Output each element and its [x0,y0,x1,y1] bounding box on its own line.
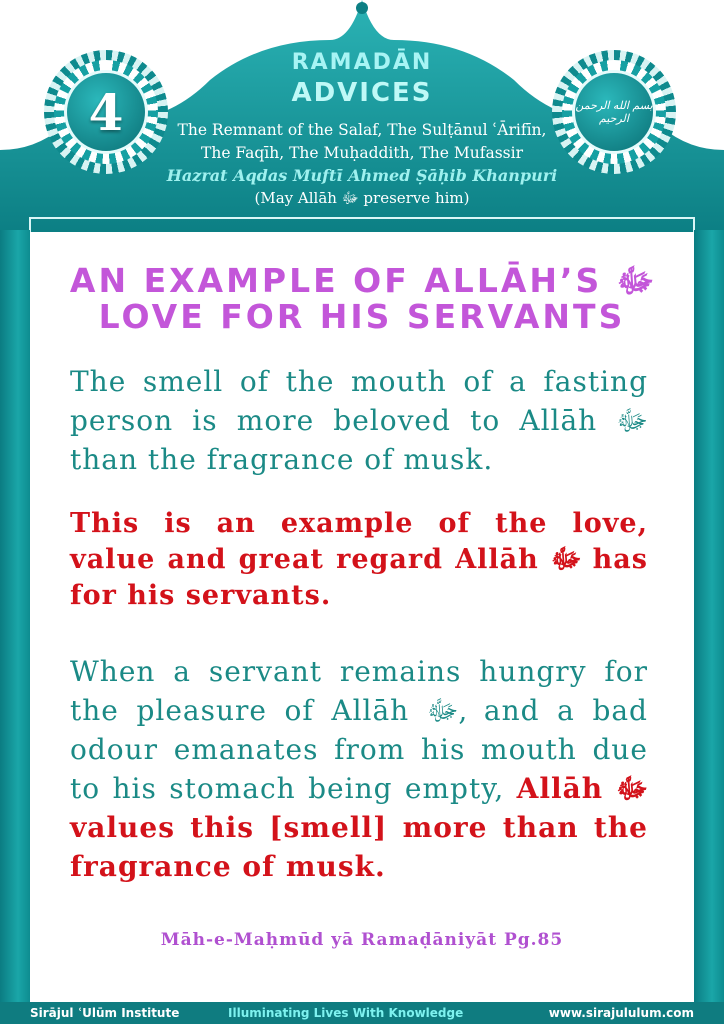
advice-number: 4 [88,82,124,142]
footer-institute-name: Sirājul ʿUlūm Institute [30,1006,180,1020]
paragraph-3-text: When a servant remains hungry for the pleasure of Allāh ﷻ, and a bad odour emanates from his mouth due to his stomach being empty, [70,655,648,805]
header-honorific-line1: The Remnant of the Salaf, The Sulṭānul ʿĀrifīn, [177,121,547,139]
paragraph-1: The smell of the mouth of a fasting person is more beloved to Allāh ﷻ than the fragrance of musk. [70,365,648,476]
header-title-advices: ADVICES [291,78,433,108]
paragraph-3-emphasis: Allāh ﷻ values this [smell] more than the fragrance of musk. [70,772,649,883]
left-frame-border [0,230,30,1002]
header-title-ramadan: RAMADĀN [291,50,433,75]
header-prayer: (May Allāh ﷻ preserve him) [254,189,470,207]
footer-website-link[interactable]: www.sirajululum.com [548,1006,694,1020]
paragraph-2-emphasis: This is an example of the love, value and great regard Allāh ﷻ has for his servants. [70,508,648,611]
footer-tagline: Illuminating Lives With Knowledge [228,1006,464,1020]
header-honorific-line2: The Faqīh, The Muḥaddith, The Mufassir [201,144,523,162]
source-reference: Māh-e-Maḥmūd yā Ramaḍāniyāt Pg.85 [160,930,564,950]
paragraph-3 [70,652,648,886]
header-author-name: Hazrat Aqdas Muftī Ahmed Ṣāḥib Khanpuri [166,166,558,185]
page-title-line1: AN EXAMPLE OF ALLĀH’S ﷻ [69,261,655,300]
right-frame-border [694,230,724,1002]
bismillah-calligraphy: بسم الله الرحمن الرحيم [575,99,653,125]
page-title-line2: LOVE FOR HIS SERVANTS [98,297,626,336]
footer-bar [0,1002,724,1024]
